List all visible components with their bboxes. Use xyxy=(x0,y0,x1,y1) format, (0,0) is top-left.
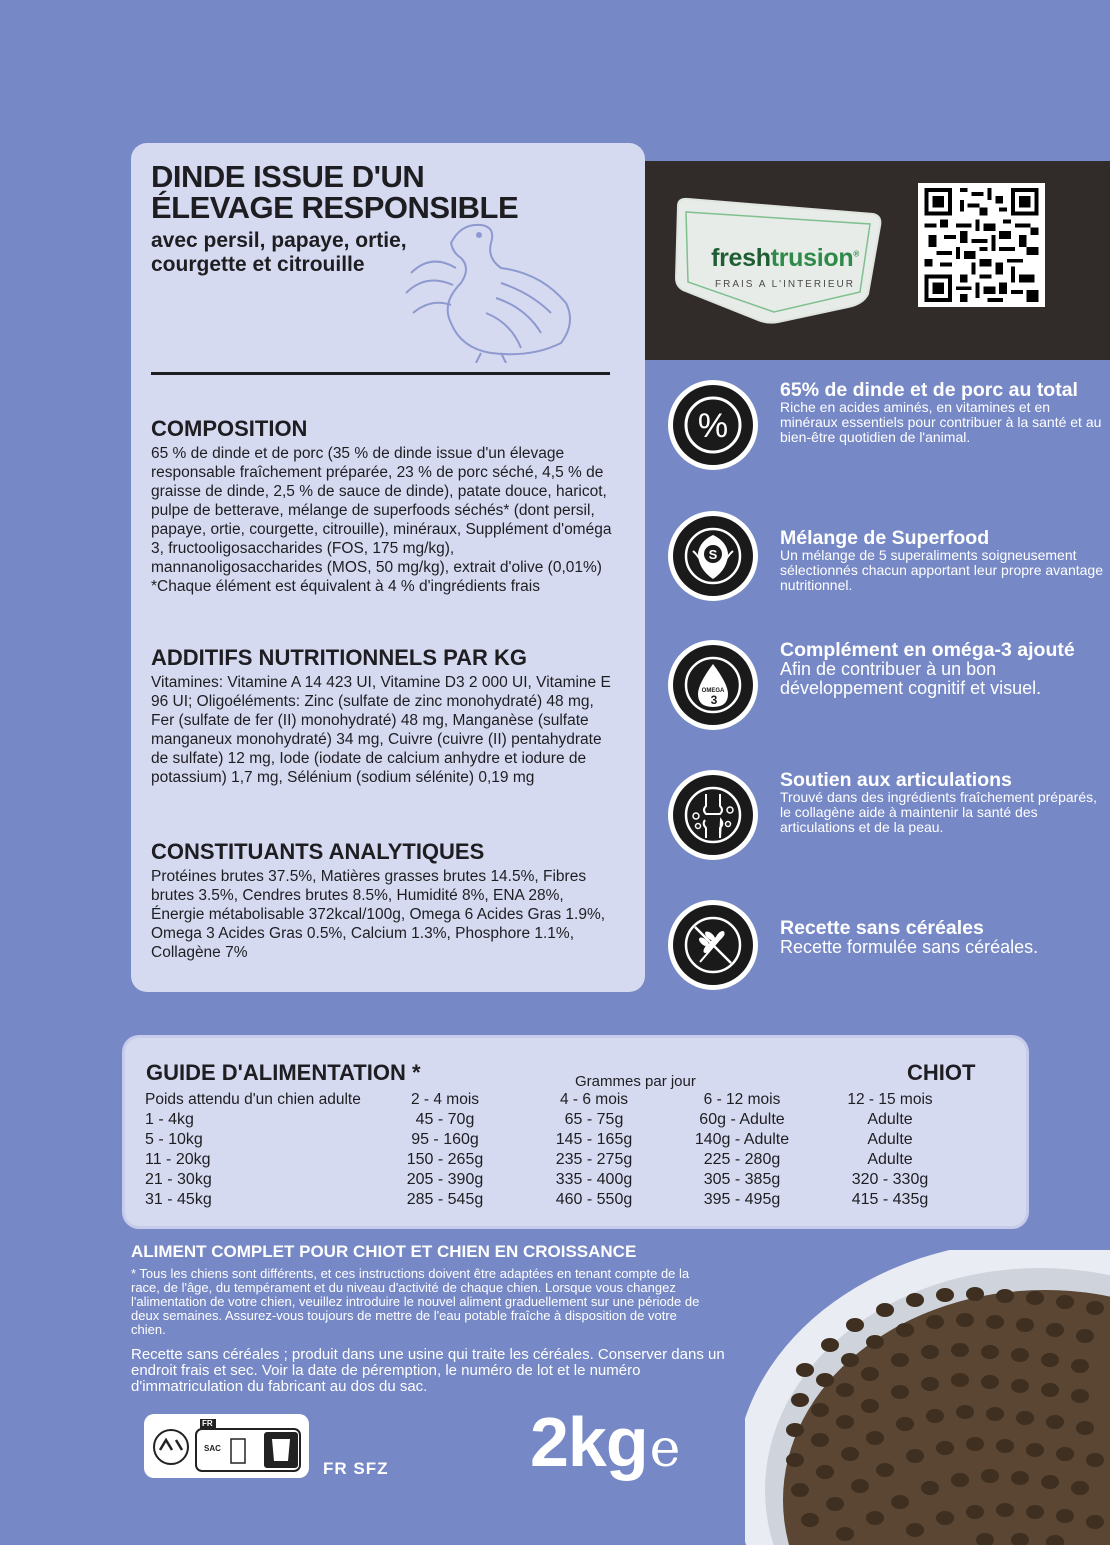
product-title: DINDE ISSUE D'UN ÉLEVAGE RESPONSIBLE xyxy=(151,159,519,225)
composition-footnote: *Chaque élément est équivalent à 4 % d'ingrédients frais xyxy=(151,578,540,595)
complete-food-label: ALIMENT COMPLET POUR CHIOT ET CHIEN EN CROISSANCE xyxy=(131,1242,637,1261)
divider xyxy=(151,372,610,375)
table-row: 1 - 4kg 45 - 70g 65 - 75g 60g - Adulte Adulte xyxy=(145,1111,913,1128)
table-header-row: Poids attendu d'un chien adulte 2 - 4 mois 4 - 6 mois 6 - 12 mois 12 - 15 mois xyxy=(145,1091,933,1108)
additifs-section xyxy=(151,645,615,787)
composition-section xyxy=(151,416,615,596)
feature-text: Afin de contribuer à un bon développement cognitif et visuel. xyxy=(780,659,1042,698)
svg-text:3: 3 xyxy=(710,693,718,707)
recycle-fr-label: FR xyxy=(202,1419,213,1428)
guide-category: CHIOT xyxy=(907,1060,976,1085)
brand-logo: freshtrusion® xyxy=(711,244,859,272)
feature-text: Recette formulée sans céréales. xyxy=(780,937,1039,957)
constituants-section xyxy=(151,839,615,962)
storage-note: Recette sans céréales ; produit dans une usine qui traite les céréales. Conserver dans un endroit frais et sec. Voir la date de péremption, le numéro de lot et le numéro d'immatriculation du fabricant au dos du sac. xyxy=(131,1346,725,1395)
table-row: 31 - 45kg 285 - 545g 460 - 550g 395 - 495g 415 - 435g xyxy=(145,1191,929,1208)
feature-heading: Complément en oméga-3 ajouté xyxy=(780,639,1075,661)
qr-code[interactable] xyxy=(918,183,1045,307)
feature-heading: 65% de dinde et de porc au total xyxy=(780,379,1078,401)
constituants-heading: CONSTITUANTS ANALYTIQUES xyxy=(151,839,485,864)
constituants-text: Protéines brutes 37.5%, Matières grasses brutes 14.5%, Fibres brutes 3.5%, Cendres brutes 8.5%, Humidité 8%, ENA 28%, Énergie métabolisable 372kcal/100g, Omega 6 Acides Gras 1.9%, Omega 3 Acides Gras 0.5%, Calcium 1.3%, Phosphore 1.1%, Collagène 7% xyxy=(151,868,606,961)
omega-drop-icon xyxy=(678,650,748,720)
triman-icon xyxy=(150,1428,192,1466)
additifs-heading: ADDITIFS NUTRITIONNELS PAR KG xyxy=(151,645,528,670)
table-row: 21 - 30kg 205 - 390g 335 - 400g 305 - 385g 320 - 330g xyxy=(145,1171,929,1188)
product-subtitle: avec persil, papaye, ortie, courgette et citrouille xyxy=(151,229,407,276)
svg-text:%: % xyxy=(697,407,729,445)
feature-heading: Soutien aux articulations xyxy=(780,769,1012,791)
joint-icon xyxy=(678,780,748,850)
feature-text: Trouvé dans des ingrédients fraîchement préparés, le collagène aide à maintenir la santé des articulations et de la peau. xyxy=(780,789,1097,835)
feature-heading: Mélange de Superfood xyxy=(780,527,990,549)
feature-text: Un mélange de 5 superaliments soigneusement sélectionnés chacun apportant leur propre avantage nutritionnel. xyxy=(780,547,1103,593)
table-row: 5 - 10kg 95 - 160g 145 - 165g 140g - Adulte Adulte xyxy=(145,1131,913,1148)
table-row: 11 - 20kg 150 - 265g 235 - 275g 225 - 280g Adulte xyxy=(145,1151,913,1168)
estimated-mark: e xyxy=(649,1419,680,1479)
recycle-sac-label: SAC xyxy=(204,1444,221,1453)
feeding-guide xyxy=(125,1038,1026,1226)
feature-text: Riche en acides aminés, en vitamines et en minéraux essentiels pour contribuer à la santé et au bien-être quotidien de l'animal. xyxy=(780,399,1102,445)
superfood-leaf-icon xyxy=(678,521,748,591)
composition-text: 65 % de dinde et de porc (35 % de dinde issue d'un élevage responsable fraîchement préparée, 23 % de porc séché, 4,5 % de graisse de dinde, 2,5 % de sauce de dinde), patate douce, haricot, pulpe de betterave, mélange de superfoods séchés* (dont persil, papaye, ortie, courgette, citrouille), minéraux, Supplément d'oméga 3, fructooligosaccharides (FOS, 175 mg/kg), mannanoligosaccharides (MOS, 50 mg/kg), extrait d'olive (0,01%) xyxy=(151,445,612,576)
net-weight: 2kge xyxy=(530,1403,680,1481)
feeding-note: * Tous les chiens sont différents, et ces instructions doivent être adaptées en tenant compte de la race, de l'âge, du tempérament et du niveau d'activité de chaque chien. Lorsque vous changez l'alimentation de votre chien, veuillez introduire le nouvel aliment graduellement sur une période de deux semaines. Assurez-vous toujours de mettre de l'eau potable fraîche à disposition de votre chien. xyxy=(131,1266,700,1337)
no-grain-icon xyxy=(678,910,748,980)
svg-text:OMEGA: OMEGA xyxy=(701,688,725,694)
svg-text:S: S xyxy=(708,547,718,562)
kibble-bowl-image xyxy=(745,1250,1110,1545)
feeding-table xyxy=(145,1090,964,1210)
product-info-panel xyxy=(131,143,645,992)
recycling-label xyxy=(144,1414,309,1478)
guide-grams-label: Grammes par jour xyxy=(575,1073,696,1090)
feature-heading: Recette sans céréales xyxy=(780,917,984,939)
product-codes: FR SFZ xyxy=(323,1459,389,1478)
percent-icon xyxy=(678,390,748,460)
guide-title: GUIDE D'ALIMENTATION * xyxy=(146,1060,421,1085)
additifs-text: Vitamines: Vitamine A 14 423 UI, Vitamine D3 2 000 UI, Vitamine E 96 UI; Oligoéléments: Zinc (sulfate de zinc monohydraté) 48 mg, Fer (sulfate de fer (II) monohydraté) 48 mg, Manganèse (sulfate manganeux monohydraté) 34 mg, Cuivre (cuivre (II) pentahydrate de sulfate) 12 mg, Iode (iodate de calcium anhydre et iodure de potassium) 1,7 mg, Sélénium (sodium sélénite) 0,19 mg xyxy=(151,674,611,786)
composition-heading: COMPOSITION xyxy=(151,416,308,441)
brand-tagline: FRAIS A L'INTERIEUR xyxy=(715,279,855,290)
